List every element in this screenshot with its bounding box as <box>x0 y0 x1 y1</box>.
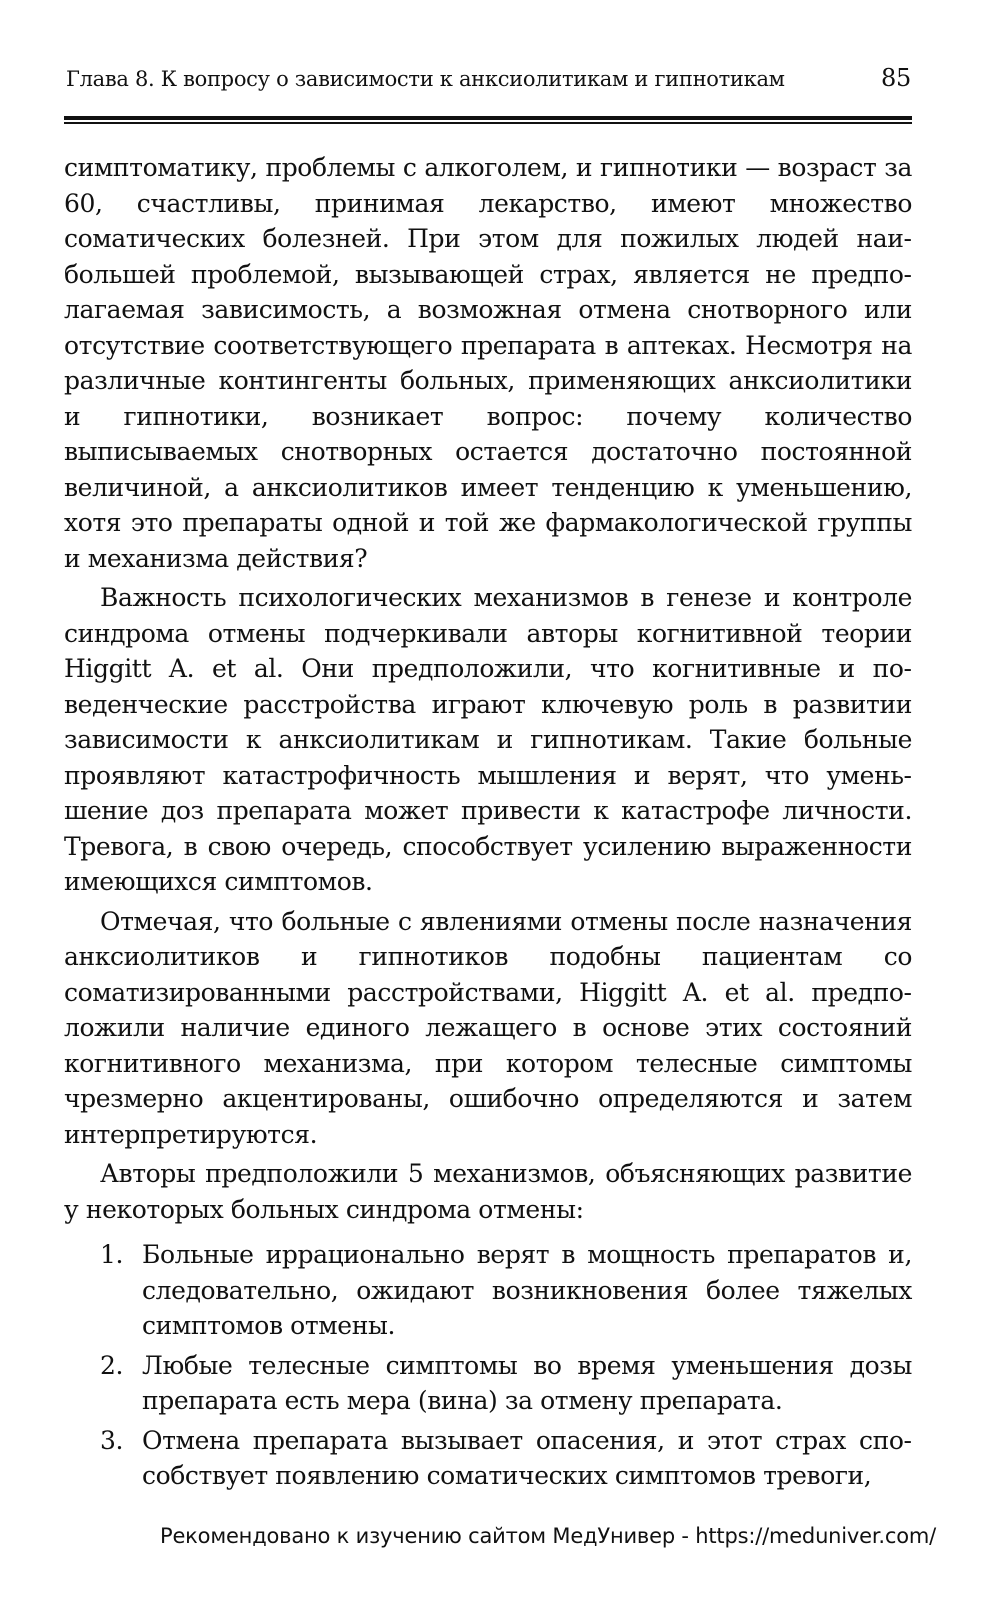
list-item-number: 2. <box>100 1350 124 1380</box>
list-item-text: Больные иррационально верят в мощность препаратов и, следовательно, ожидают возникновения более тяжелых симптомов отмены. <box>142 1240 912 1340</box>
page-number: 85 <box>881 64 911 92</box>
watermark-footer: Рекомендовано к изучению сайтом МедУнивер - https://meduniver.com/ <box>160 1524 936 1548</box>
list-item-number: 1. <box>100 1240 124 1269</box>
paragraph: Авторы предположили 5 механизмов, объясняющих развитие у некоторых больных синдрома отмены: <box>64 1159 912 1224</box>
list-item-text: Отмена препарата вызывает опасения, и этот страх способствует появлению соматических симптомов тревоги, <box>142 1425 912 1490</box>
paragraph: Отмечая, что больные с явлениями отмены после назначения анксиолитиков и гипнотиков подобны пациентам со соматизированными расстройствами, Higgitt A. et al. предположили наличие единого лежащего в основе этих состояний когнитивного механизма, при котором телесные симптомы чрезмерно акцентированы, ошибочно определяются и затем интерпретируются. <box>64 906 912 1149</box>
paragraph-continued: симптоматику, проблемы с алкоголем, и гипнотики — возраст за 60, счастливы, принимая лекарство, имеют множество соматических болезней. При этом для пожилых людей наибольшей проблемой, вызывающей страх, является не предполагаемая зависимость, а возможная отмена снотворного или отсутствие соответствующего препарата в аптеках. Несмотря на различные контингенты больных, применяющих анксиолитики и гипнотики, возникает вопрос: почему количество выписываемых снотворных остается достаточно постоянной величиной, а анксиолитиков имеет тенденцию к уменьшению, хотя это препараты одной и той же фармакологической группы и механизма действия? <box>64 153 912 573</box>
chapter-title: Глава 8. К вопросу о зависимости к анксиолитикам и гипнотикам <box>66 67 785 91</box>
header-rule-thin <box>64 122 912 124</box>
body-text <box>64 150 912 1498</box>
paragraph: Важность психологических механизмов в генезе и контроле синдрома отмены подчеркивали авторы когнитивной теории Higgitt A. et al. Они предположили, что когнитивные и поведенческие расстройства играют ключевую роль в развитии зависимости к анксиолитикам и гипнотикам. Такие больные проявляют катастрофичность мышления и верят, что уменьшение доз препарата может привести к катастрофе личности. Тревога, в свою очередь, способствует усилению выраженности имеющихся симптомов. <box>64 583 912 896</box>
list-item <box>64 1348 912 1419</box>
list-item <box>64 1237 912 1344</box>
list-item <box>64 1423 912 1494</box>
mechanisms-list <box>64 1237 912 1494</box>
header-rule-thick <box>64 116 912 120</box>
list-item-text: Любые телесные симптомы во время уменьшения дозы препарата есть мера (вина) за отмену препарата. <box>142 1350 912 1415</box>
list-item-number: 3. <box>100 1425 124 1455</box>
running-header <box>66 64 911 92</box>
